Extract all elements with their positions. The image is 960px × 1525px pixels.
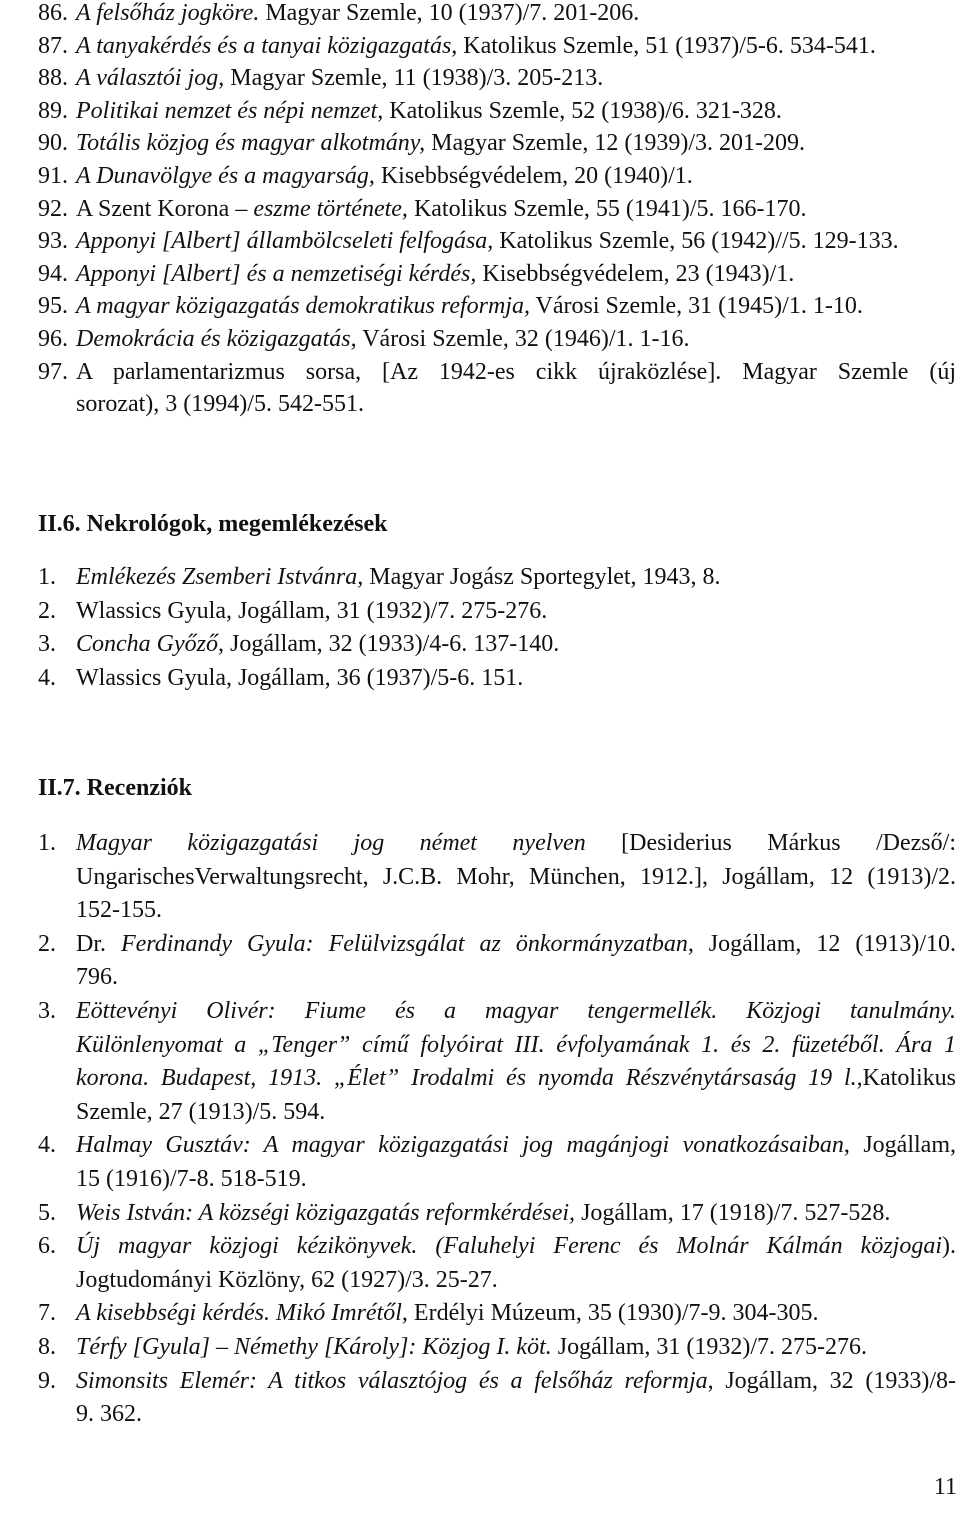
- entry-number: 3.: [38, 631, 56, 658]
- bibliography-entry: [38, 323, 956, 356]
- entry-line: [76, 258, 956, 291]
- entry-line: [76, 1197, 956, 1231]
- entry-source-text: Magyar Szemle, 12 (1939)/3. 201-209.: [425, 130, 806, 157]
- entry-number: 4.: [38, 1132, 56, 1159]
- entry-line: [76, 1230, 956, 1264]
- entry-number: 97.: [38, 358, 68, 385]
- entry-source-text: [Desiderius Márkus /Dezső/:: [585, 830, 956, 856]
- bibliography-entry: [38, 561, 956, 595]
- bibliography-entry: [38, 995, 956, 1129]
- entry-number: 94.: [38, 260, 68, 287]
- bibliography-entry: [38, 30, 956, 63]
- entry-line: [76, 827, 956, 861]
- bibliography-entry: [38, 827, 956, 928]
- bibliography-entry: [38, 1365, 956, 1432]
- entry-title-text: Új magyar közjogi kézikönyvek. (Faluhelyi Ferenc és Molnár Kálmán közjogai: [76, 1233, 942, 1260]
- bibliography-entry: [38, 1297, 956, 1331]
- entry-source-text: Katolikus Szemle, 52 (1938)/6. 321-328.: [383, 97, 782, 124]
- entry-line: [76, 290, 956, 323]
- entry-title-text: Eöttevényi Olivér: Fiume és a magyar tengermellék. Közjogi tanulmány.: [76, 997, 956, 1024]
- entry-title-text: A magyar közigazgatás demokratikus reformja,: [76, 293, 530, 320]
- entry-number: 6.: [38, 1233, 56, 1260]
- entry-number: 8.: [38, 1333, 56, 1360]
- entry-source-text: Wlassics Gyula, Jogállam, 36 (1937)/5-6. 151.: [76, 665, 524, 692]
- entry-line: [76, 1398, 956, 1432]
- entry-number: 3.: [38, 997, 56, 1024]
- entry-line: [76, 1129, 956, 1163]
- bibliography-entry: [38, 193, 956, 226]
- bibliography-entry: [38, 356, 956, 421]
- entry-source-text: Erdélyi Múzeum, 35 (1930)/7-9. 304-305.: [407, 1300, 819, 1327]
- bibliography-entry: [38, 1129, 956, 1196]
- entry-number: 1.: [38, 830, 56, 856]
- entry-title-text: Simonsits Elemér: A titkos választójog és a felsőház reformja: [76, 1367, 708, 1394]
- entry-title-text: Ferdinandy Gyula: Felülvizsgálat az önkormányzatban,: [120, 930, 694, 957]
- entry-source-text: Jogállam, 32 (1933)/4-6. 137-140.: [223, 631, 560, 658]
- entry-source-text: Wlassics Gyula, Jogállam, 31 (1932)/7. 275-276.: [76, 597, 548, 624]
- entry-title-text: Totális közjog és magyar alkotmány,: [76, 130, 426, 157]
- entry-title-text: korona. Budapest, 1913. „Élet” Irodalmi és nyomda Részvénytársaság 19 l.,: [76, 1065, 863, 1092]
- entry-title-text: Magyar közigazgatási jog német nyelven: [76, 830, 586, 856]
- entry-line: [76, 30, 956, 63]
- entry-source-text: 15 (1916)/7-8. 518-519.: [76, 1165, 307, 1192]
- entry-title-text: Concha Győző,: [76, 631, 224, 658]
- entry-number: 87.: [38, 32, 68, 59]
- bibliography-entry: [38, 662, 956, 696]
- entry-line: [76, 0, 956, 30]
- entry-number: 88.: [38, 65, 68, 92]
- entry-title-text: A Dunavölgye és a magyarság,: [76, 162, 375, 189]
- entry-line: [76, 561, 956, 595]
- entry-line: [76, 662, 956, 696]
- entry-number: 96.: [38, 325, 68, 352]
- entry-line: [76, 1331, 956, 1365]
- page-number: 11: [933, 1474, 957, 1500]
- entry-title-text: Apponyi [Albert] és a nemzetiségi kérdés,: [76, 260, 477, 287]
- entry-number: 1.: [38, 564, 56, 590]
- entry-title-text: A választói jog,: [76, 65, 225, 92]
- bibliography-entry: [38, 160, 956, 193]
- entry-line: [76, 160, 956, 193]
- entry-line: [76, 995, 956, 1029]
- bibliography-entry: [38, 127, 956, 160]
- entry-title-text: Politikai nemzet és népi nemzet,: [76, 97, 384, 124]
- entry-number: 2.: [38, 597, 56, 624]
- entry-number: 95.: [38, 293, 68, 320]
- entry-line: [76, 95, 956, 128]
- bibliography-entry: [38, 928, 956, 995]
- bibliography-entry: [38, 628, 956, 662]
- entry-source-text: UngarischesVerwaltungsrecht, J.C.B. Mohr, München, 1912.], Jogállam, 12 (1913)/2.: [76, 863, 956, 890]
- bibliography-list-nekrologok: [38, 561, 956, 696]
- entry-line: [76, 1062, 956, 1096]
- entry-line: [76, 62, 956, 95]
- entry-title-text: Emlékezés Zsemberi Istvánra,: [76, 564, 364, 590]
- entry-number: 91.: [38, 162, 68, 189]
- entry-source-text: Katolikus: [862, 1065, 956, 1092]
- entry-line: [76, 628, 956, 662]
- entry-title-text: A kisebbségi kérdés. Mikó Imrétől,: [76, 1300, 408, 1327]
- entry-number: 89.: [38, 97, 68, 124]
- bibliography-list-recenziok: [38, 827, 956, 1432]
- entry-number: 4.: [38, 665, 56, 692]
- entry-line: [76, 356, 956, 389]
- entry-line: [76, 323, 956, 356]
- entry-source-text: A parlamentarizmus sorsa, [Az 1942-es cikk újraközlése]. Magyar Szemle (új: [76, 358, 956, 385]
- bibliography-entry: [38, 290, 956, 323]
- entry-line: [76, 1365, 956, 1399]
- entry-source-text: Katolikus Szemle, 56 (1942)//5. 129-133.: [493, 228, 899, 255]
- entry-line: [76, 894, 956, 928]
- entry-title-text: Térfy [Gyula] – Némethy [Károly]: Közjog I. köt.: [76, 1333, 552, 1360]
- entry-source-text: Kisebbségvédelem, 23 (1943)/1.: [476, 260, 795, 287]
- bibliography-entry: [38, 1197, 956, 1231]
- entry-line: [76, 1264, 956, 1298]
- entry-number: 93.: [38, 228, 68, 255]
- bibliography-entry: [38, 62, 956, 95]
- entry-number: 90.: [38, 130, 68, 157]
- entry-line: [76, 1096, 956, 1130]
- entry-line: [76, 127, 956, 160]
- bibliography-entry: [38, 0, 956, 30]
- entry-number: 2.: [38, 930, 56, 957]
- bibliography-entry: [38, 95, 956, 128]
- entry-source-text: Városi Szemle, 32 (1946)/1. 1-16.: [356, 325, 690, 352]
- entry-source-text: ).: [942, 1233, 956, 1260]
- bibliography-entry: [38, 225, 956, 258]
- entry-source-text: Szemle, 27 (1913)/5. 594.: [76, 1098, 326, 1125]
- section-heading-nekrologok: II.6. Nekrológok, megemlékezések: [38, 511, 388, 537]
- section-heading-recenziok: II.7. Recenziók: [38, 775, 192, 801]
- bibliography-entry: [38, 595, 956, 629]
- entry-title-text: – eszme története,: [235, 195, 408, 222]
- entry-number: 7.: [38, 1300, 56, 1327]
- entry-title-text: A tanyakérdés és a tanyai közigazgatás,: [76, 32, 458, 59]
- entry-source-text: Magyar Szemle, 11 (1938)/3. 205-213.: [224, 65, 604, 92]
- entry-title-text: Halmay Gusztáv: A magyar közigazgatási jog magánjogi vonatkozásaiban: [76, 1132, 844, 1159]
- entry-source-text: Kisebbségvédelem, 20 (1940)/1.: [374, 162, 693, 189]
- entry-line: [76, 388, 956, 421]
- entry-source-text: 152-155.: [76, 897, 162, 924]
- entry-title-text: Demokrácia és közigazgatás,: [76, 325, 357, 352]
- entry-line: [76, 1297, 956, 1331]
- entry-line: [76, 961, 956, 995]
- entry-line: [76, 1163, 956, 1197]
- entry-source-text: Jogállam, 31 (1932)/7. 275-276.: [551, 1333, 868, 1360]
- entry-source-text: Jogállam, 17 (1918)/7. 527-528.: [575, 1199, 891, 1226]
- bibliography-entry: [38, 1331, 956, 1365]
- entry-source-text: , Jogállam,: [843, 1132, 956, 1159]
- entry-number: 9.: [38, 1367, 56, 1394]
- entry-number: 5.: [38, 1199, 56, 1226]
- entry-title-text: Apponyi [Albert] állambölcseleti felfogása,: [76, 228, 494, 255]
- entry-source-text: Dr.: [76, 930, 121, 957]
- entry-line: [76, 1029, 956, 1063]
- entry-line: [76, 595, 956, 629]
- entry-line: [76, 225, 956, 258]
- entry-source-text: Magyar Jogász Sportegylet, 1943, 8.: [363, 564, 721, 590]
- bibliography-entry: [38, 1230, 956, 1297]
- entry-source-text: 796.: [76, 964, 118, 991]
- entry-title-text: A felsőház jogköre.: [76, 0, 260, 26]
- entry-source-text: , Jogállam, 32 (1933)/8-: [707, 1367, 956, 1394]
- entry-number: 86.: [38, 0, 68, 26]
- entry-source-text: sorozat), 3 (1994)/5. 542-551.: [76, 391, 364, 418]
- entry-source-text: Katolikus Szemle, 55 (1941)/5. 166-170.: [407, 195, 807, 222]
- entry-source-text: Jogtudományi Közlöny, 62 (1927)/3. 25-27.: [76, 1266, 498, 1293]
- entry-source-text: 9. 362.: [76, 1401, 142, 1428]
- entry-source-text: A Szent Korona: [76, 195, 236, 222]
- entry-line: [76, 193, 956, 226]
- entry-line: [76, 861, 956, 895]
- entry-line: [76, 928, 956, 962]
- bibliography-entry: [38, 258, 956, 291]
- entry-source-text: Jogállam, 12 (1913)/10.: [693, 930, 956, 957]
- bibliography-list-continued: [38, 0, 956, 421]
- entry-source-text: Katolikus Szemle, 51 (1937)/5-6. 534-541.: [457, 32, 876, 59]
- entry-source-text: Magyar Szemle, 10 (1937)/7. 201-206.: [259, 0, 640, 26]
- entry-title-text: Különlenyomat a „Tenger” című folyóirat III. évfolyamának 1. és 2. füzetéből. Ára 1: [76, 1031, 956, 1058]
- entry-number: 92.: [38, 195, 68, 222]
- entry-source-text: Városi Szemle, 31 (1945)/1. 1-10.: [529, 293, 863, 320]
- entry-title-text: Weis István: A községi közigazgatás reformkérdései,: [76, 1199, 576, 1226]
